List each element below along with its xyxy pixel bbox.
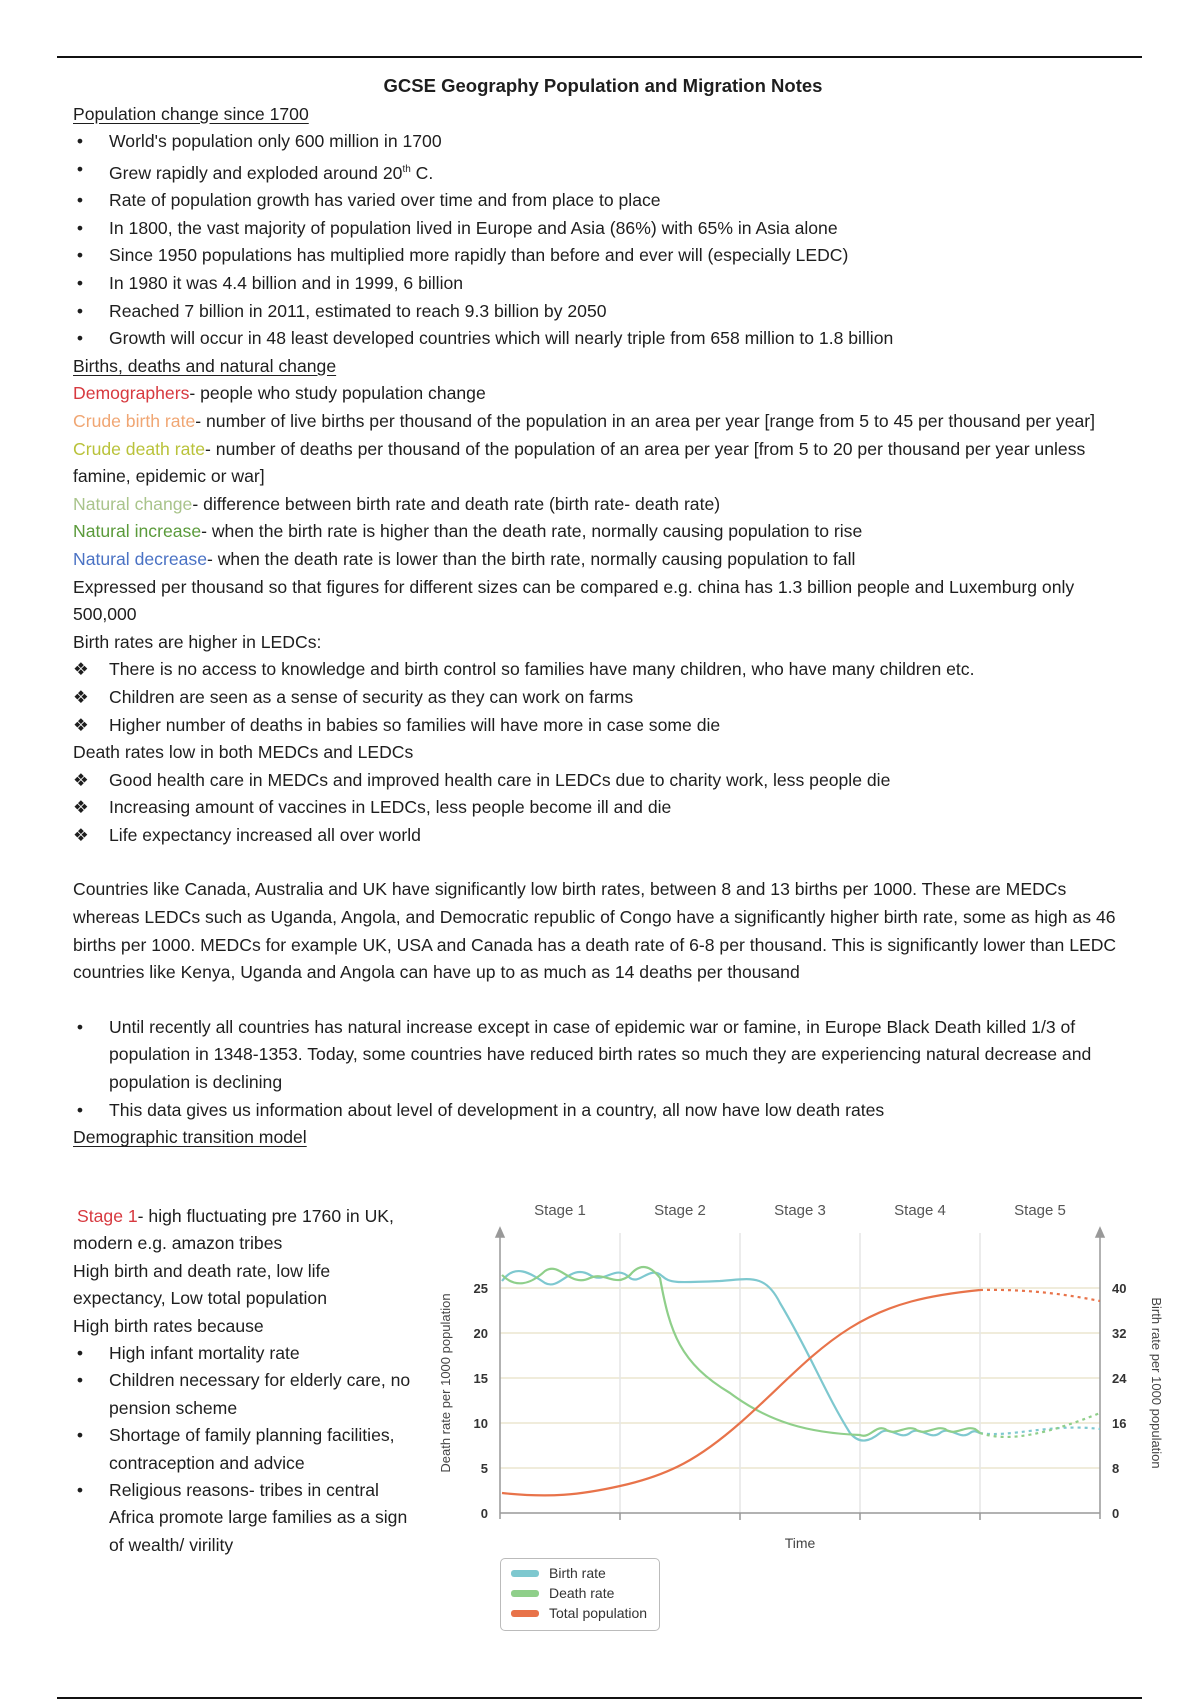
- svg-text:20: 20: [473, 1326, 488, 1341]
- svg-text:40: 40: [1112, 1281, 1127, 1296]
- axes: [496, 1228, 1104, 1520]
- definition-crude-death-rate: Crude death rate- number of deaths per thousand of the population of an area per year [from 5 to 20 per thousand per year unless famine, epidemic or war]: [73, 438, 1086, 487]
- bullet-icon: •: [76, 273, 84, 294]
- section-heading-dtm: Demographic transition model: [73, 1127, 307, 1148]
- bullet-icon: •: [76, 328, 84, 349]
- document-page: [73, 68, 1133, 1152]
- diamond-bullet-icon: ❖: [73, 769, 89, 790]
- stage1-because: High birth rates because: [73, 1315, 264, 1336]
- list-item: • World's population only 600 million in 1700: [73, 128, 1133, 156]
- bullet-icon: •: [76, 1425, 84, 1446]
- list-item: • In 1980 it was 4.4 billion and in 1999, 6 billion: [73, 270, 1133, 298]
- bullet-icon: •: [76, 217, 84, 238]
- stage-labels: [534, 1202, 1066, 1219]
- svg-text:24: 24: [1112, 1371, 1127, 1386]
- bullet-icon: •: [76, 1343, 84, 1364]
- document-title: GCSE Geography Population and Migration Notes: [383, 75, 823, 96]
- stage-label: Stage 1: [534, 1202, 586, 1219]
- bullet-icon: •: [76, 131, 84, 152]
- x-axis-label: Time: [784, 1535, 816, 1551]
- svg-text:5: 5: [480, 1461, 488, 1476]
- legend-item-death-rate: Death rate: [511, 1583, 659, 1603]
- section-heading-births-deaths: Births, deaths and natural change: [73, 355, 337, 376]
- death-rate-swatch: [511, 1590, 539, 1597]
- definition-natural-increase: Natural increase- when the birth rate is higher than the death rate, normally causing population to rise: [73, 521, 863, 542]
- svg-text:0: 0: [1112, 1506, 1120, 1521]
- list-item: • This data gives us information about level of development in a country, all now have low death rates: [73, 1097, 1133, 1125]
- list-item: ❖ Good health care in MEDCs and improved health care in LEDCs due to charity work, less people die: [73, 767, 1133, 795]
- bullet-icon: •: [76, 300, 84, 321]
- legend-item-birth-rate: Birth rate: [511, 1563, 659, 1583]
- stage-label: Stage 4: [894, 1202, 946, 1219]
- legend-item-total-population: Total population: [511, 1603, 659, 1623]
- list-item: • High infant mortality rate: [73, 1340, 423, 1367]
- bullet-icon: •: [76, 1370, 84, 1391]
- expressed-note: Expressed per thousand so that figures for different sizes can be compared e.g. china has 1.3 billion people and Luxemburg only 500,000: [73, 576, 1075, 625]
- bullet-icon: •: [76, 190, 84, 211]
- svg-text:8: 8: [1112, 1461, 1120, 1476]
- population-change-list: [73, 128, 1133, 353]
- birth-rates-heading: Birth rates are higher in LEDCs:: [73, 631, 322, 652]
- list-item: • Since 1950 populations has multiplied more rapidly than before and ever will (especially LEDC): [73, 242, 1133, 270]
- list-item: ❖ Increasing amount of vaccines in LEDCs, less people become ill and die: [73, 794, 1133, 822]
- series-birth-rate: [502, 1271, 1100, 1441]
- svg-text:25: 25: [473, 1281, 488, 1296]
- list-item: • Grew rapidly and exploded around 20th C.: [73, 156, 1133, 187]
- series-total-population: [502, 1290, 1100, 1496]
- right-axis-ticks: [1112, 1281, 1127, 1521]
- bullet-icon: •: [76, 245, 84, 266]
- list-item: • Until recently all countries has natural increase except in case of epidemic war or famine, in Europe Black Death killed 1/3 of population in 1348-1353. Today, some countries have reduced birth rates so much they are experiencing natural decrease and population is declining: [73, 1014, 1133, 1097]
- birth-rates-list: [73, 656, 1133, 739]
- svg-text:15: 15: [473, 1371, 488, 1386]
- diamond-bullet-icon: ❖: [73, 659, 89, 680]
- dtm-chart: [430, 1193, 1190, 1558]
- death-rates-list: [73, 767, 1133, 850]
- list-item: • Shortage of family planning facilities, contraception and advice: [73, 1422, 423, 1477]
- definition-crude-birth-rate: Crude birth rate- number of live births per thousand of the population in an area per year [range from 5 to 45 per thousand per year]: [73, 410, 1096, 431]
- stage-label: Stage 5: [1014, 1202, 1066, 1219]
- bottom-rule: [57, 1697, 1142, 1699]
- bullet-icon: •: [76, 158, 84, 179]
- stage-label: Stage 2: [654, 1202, 706, 1219]
- y-axis-label: Death rate per 1000 population: [438, 1293, 453, 1473]
- svg-text:16: 16: [1112, 1416, 1127, 1431]
- list-item: ❖ Life expectancy increased all over world: [73, 822, 1133, 850]
- total-population-swatch: [511, 1610, 539, 1617]
- list-item: ❖ There is no access to knowledge and birth control so families have many children, who have many children etc.: [73, 656, 1133, 684]
- section-heading-population-change: Population change since 1700: [73, 103, 309, 124]
- diamond-bullet-icon: ❖: [73, 824, 89, 845]
- birth-rate-swatch: [511, 1570, 539, 1577]
- svg-text:10: 10: [473, 1416, 488, 1431]
- svg-text:0: 0: [480, 1506, 488, 1521]
- stage1-reasons-list: [73, 1340, 423, 1559]
- definition-natural-change: Natural change- difference between birth rate and death rate (birth rate- death rate): [73, 493, 721, 514]
- list-item: • In 1800, the vast majority of population lived in Europe and Asia (86%) with 65% in Asia alone: [73, 215, 1133, 243]
- bullet-icon: •: [76, 1016, 84, 1037]
- list-item: • Reached 7 billion in 2011, estimated to reach 9.3 billion by 2050: [73, 298, 1133, 326]
- bullet-icon: •: [76, 1480, 84, 1501]
- diamond-bullet-icon: ❖: [73, 686, 89, 707]
- dtm-chart-svg: [430, 1193, 1190, 1558]
- definition-demographers: Demographers- people who study population change: [73, 383, 486, 404]
- list-item: • Children necessary for elderly care, no pension scheme: [73, 1367, 423, 1422]
- stage1-notes: [73, 1203, 423, 1559]
- death-rates-heading: Death rates low in both MEDCs and LEDCs: [73, 742, 414, 763]
- chart-legend: [500, 1558, 660, 1631]
- list-item: • Rate of population growth has varied over time and from place to place: [73, 187, 1133, 215]
- comparison-paragraph: Countries like Canada, Australia and UK have significantly low birth rates, between 8 and 13 births per 1000. These are MEDCs whereas LEDCs such as Uganda, Angola, and Democratic republic of Congo have a significantly higher birth rate, some as high as 46 births per 1000. MEDCs for example UK, USA and Canada has a death rate of 6-8 per thousand. This is significantly lower than LEDC countries like Kenya, Uganda and Angola can have up to as much as 14 deaths per thousand: [73, 879, 1117, 983]
- left-axis-ticks: [474, 1281, 488, 1521]
- list-item: • Growth will occur in 48 least developed countries which will nearly triple from 658 million to 1.8 billion: [73, 325, 1133, 353]
- diamond-bullet-icon: ❖: [73, 797, 89, 818]
- diamond-bullet-icon: ❖: [73, 714, 89, 735]
- bullet-icon: •: [76, 1099, 84, 1120]
- top-rule: [57, 56, 1142, 58]
- svg-text:32: 32: [1112, 1326, 1127, 1341]
- list-item: ❖ Higher number of deaths in babies so families will have more in case some die: [73, 712, 1133, 740]
- stage1-summary: High birth and death rate, low life expectancy, Low total population: [73, 1260, 331, 1309]
- series-death-rate: [502, 1267, 1100, 1437]
- extra-notes-list: [73, 1014, 1133, 1124]
- definition-natural-decrease: Natural decrease- when the death rate is lower than the birth rate, normally causing population to fall: [73, 548, 856, 569]
- y2-axis-label: Birth rate per 1000 population: [1149, 1297, 1164, 1469]
- stage-label: Stage 3: [774, 1202, 826, 1219]
- stage1-intro: Stage 1- high fluctuating pre 1760 in UK, modern e.g. amazon tribes: [73, 1206, 394, 1254]
- list-item: ❖ Children are seen as a sense of security as they can work on farms: [73, 684, 1133, 712]
- list-item: • Religious reasons- tribes in central Africa promote large families as a sign of wealth/ virility: [73, 1477, 423, 1559]
